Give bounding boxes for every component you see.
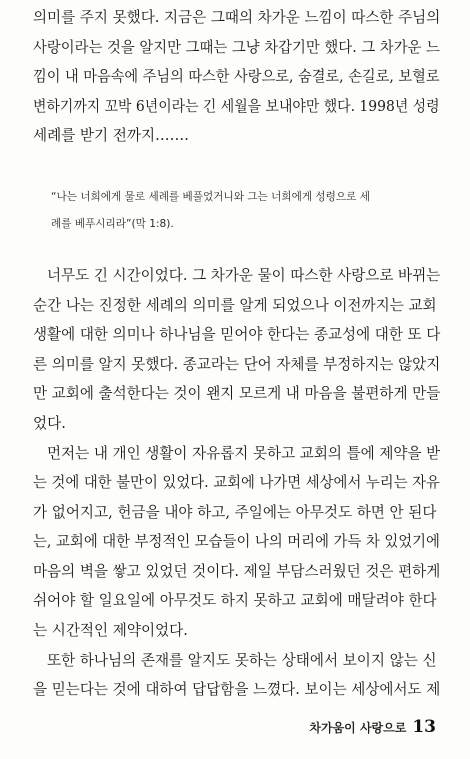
paragraph-1-line: 낌이 내 마음속에 주님의 따스한 사랑으로, 숨결로, 손길로, 보혈로 (33, 68, 440, 85)
paragraph-2-line: 너무도 긴 시간이었다. 그 차가운 물이 따스한 사랑으로 바뀌는 (47, 267, 441, 284)
paragraph-3-line: 마음의 벽을 쌓고 있었던 것이다. 제일 부담스러웠던 것은 편하게 (33, 563, 441, 580)
paragraph-1-line: 세례를 받기 전까지……. (33, 127, 189, 144)
scripture-quote-line: “나는 너희에게 물로 세례를 베풀었거니와 그는 너희에게 성령으로 세 (51, 191, 370, 203)
paragraph-2-line: 순간 나는 진정한 세례의 의미를 알게 되었으나 이전까지는 교회 (33, 297, 437, 314)
scripture-quote-line: 례를 베푸시리라”(막 1:8). (51, 218, 174, 230)
paragraph-2-line: 생활에 대한 의미나 하나님을 믿어야 한다는 종교성에 대한 또 다 (33, 326, 441, 343)
paragraph-4-line: 또한 하나님의 존재를 알지도 못하는 상태에서 보이지 않는 신 (47, 652, 437, 669)
page-number: 13 (412, 717, 436, 737)
paragraph-4-line: 을 믿는다는 것에 대하여 답답함을 느꼈다. 보이는 세상에서도 제 (33, 681, 441, 698)
paragraph-3-line: 먼저는 내 개인 생활이 자유롭지 못하고 교회의 틀에 제약을 받 (47, 445, 441, 462)
paragraph-1-line: 의미를 주지 못했다. 지금은 그때의 차가운 느낌이 따스한 주님의 (33, 9, 441, 26)
paragraph-1-line: 사랑이라는 것을 알지만 그때는 그냥 차갑기만 했다. 그 차가운 느 (33, 39, 440, 56)
paragraph-3-line: 쉬어야 할 일요일에 아무것도 하지 못하고 교회에 매달려야 한다 (33, 592, 437, 609)
paragraph-3-line: 가 없어지고, 헌금을 내야 하고, 주일에는 아무것도 하면 안 된다 (33, 504, 437, 521)
running-footer (309, 717, 436, 737)
paragraph-3-line: 는 것에 대한 불만이 있었다. 교회에 나가면 세상에서 누리는 자유 (33, 474, 440, 491)
paragraph-2-line: 었다. (33, 415, 66, 432)
paragraph-1-line: 변하기까지 꼬박 6년이라는 긴 세월을 보내야만 했다. 1998년 성령 (33, 98, 440, 115)
paragraph-2-line: 른 의미를 알지 못했다. 종교라는 단어 자체를 부정하지는 않았지 (33, 356, 441, 373)
running-title: 차가움이 사랑으로 (309, 721, 407, 735)
paragraph-3-line: 는, 교회에 대한 부정적인 모습들이 나의 머리에 가득 차 있었기에 (33, 533, 440, 550)
paragraph-2-line: 만 교회에 출석한다는 것이 왠지 모르게 내 마음을 불편하게 만들 (33, 385, 441, 402)
paragraph-3-line: 는 시간적인 제약이었다. (33, 622, 188, 639)
